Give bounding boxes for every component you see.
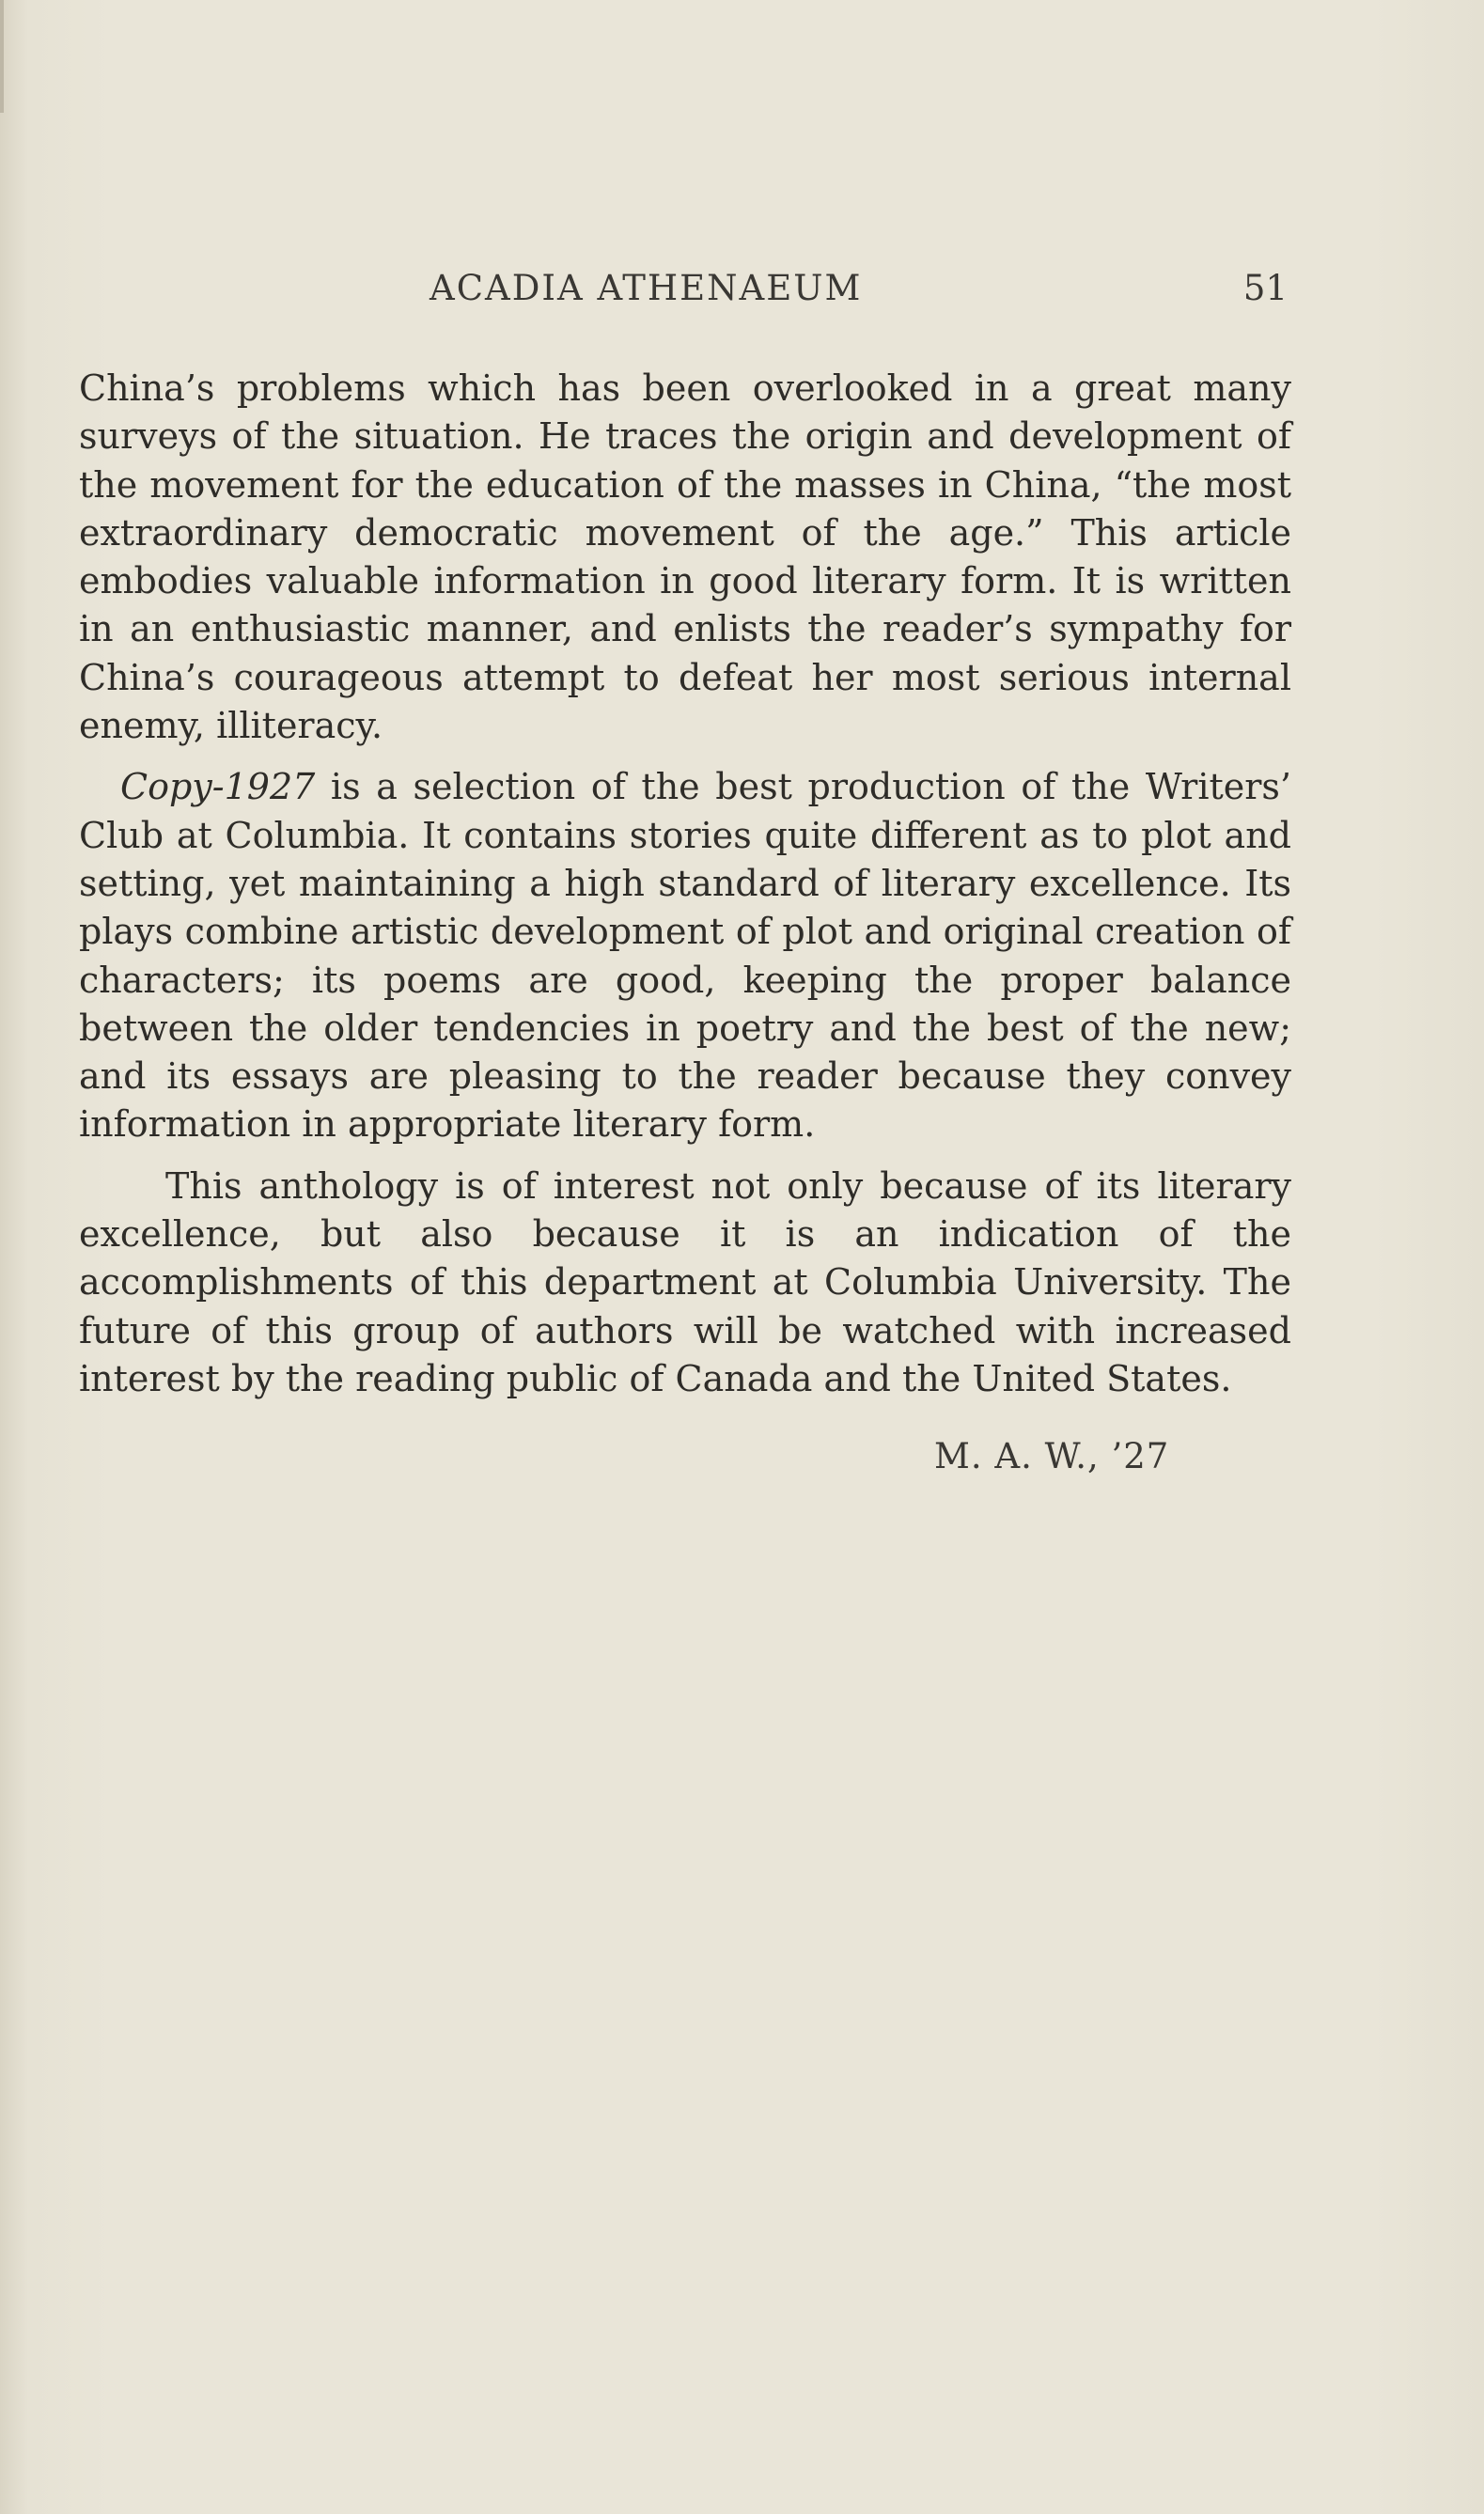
paragraph-2 <box>79 763 1291 1148</box>
running-title: ACADIA ATHENAEUM <box>430 268 863 308</box>
page-number: 51 <box>1242 268 1288 308</box>
author-signature: M. A. W., ’27 <box>934 1436 1170 1476</box>
binding-edge <box>0 0 4 113</box>
paragraph-1: China’s problems which has been overlooked in a great many surveys of the situation. He traces the origin and development of the movement for the education of the masses in China, “the most extraordinary democratic movement of the age.” This article embodies valuable information in good literary form. It is written in an enthusiastic manner, and enlists the reader’s sympathy for China’s courageous attempt to defeat her most serious internal enemy, illiteracy. <box>79 367 1291 747</box>
paragraph-3: This anthology is of interest not only because of its literary excellence, but also because it is an indication of the accomplishments of this department at Columbia University. The future of this group of authors will be watched with increased interest by the reading public of Canada and the United States. <box>79 1164 1291 1399</box>
book-title: Copy-1927 <box>120 766 316 808</box>
article-body <box>79 365 1291 1403</box>
paragraph-2-text: is a selection of the best production of the Writers’ Club at Columbia. It contains stories quite different as to plot and setting, yet maintaining a high standard of literary excellence. Its plays combine artistic development of plot and original creation of characters; its poems are good, keeping the proper balance between the older tendencies in poetry and the best of the new; and its essays are pleasing to the reader because they convey information in appropriate literary form. <box>79 766 1291 1146</box>
page-header <box>79 268 1288 320</box>
